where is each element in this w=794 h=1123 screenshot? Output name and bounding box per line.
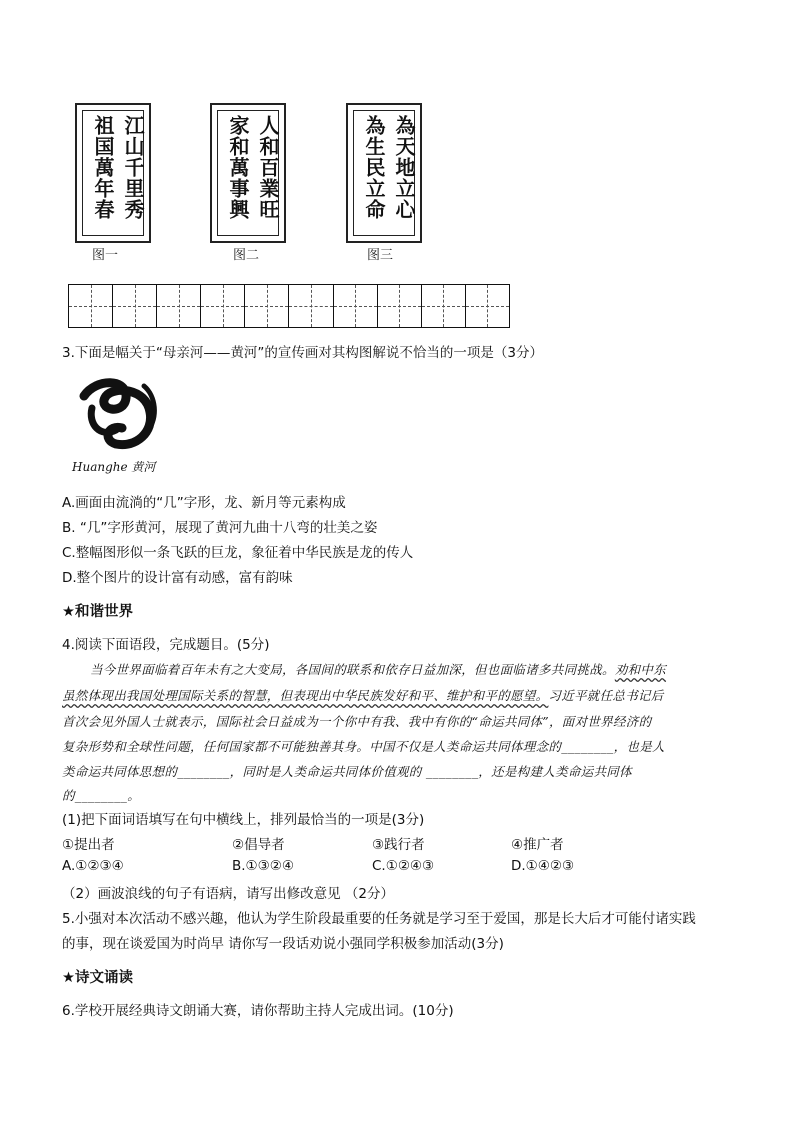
q5-line-2: 的事，现在谈爱国为时尚早 请你写一段话劝说小强同学积极参加活动(3分) [62, 936, 504, 952]
fig3-right-column: 為天地立心 [392, 115, 416, 220]
q3-stem: 3.下面是幅关于“母亲河——黄河”的宣传画对其构图解说不恰当的一项是（3分） [62, 345, 543, 361]
q6-stem: 6.学校开展经典诗文朗诵大赛，请你帮助主持人完成出词。(10分) [62, 1003, 454, 1019]
word-3: ③践行者 [372, 837, 425, 853]
section-title-poetry-recitation: ★诗文诵读 [62, 970, 133, 986]
grid-cell[interactable] [201, 285, 245, 327]
fig1-right-column: 江山千里秀 [121, 115, 145, 220]
word-1: ①提出者 [62, 837, 115, 853]
fig3-caption: 图三 [367, 248, 394, 263]
calligraphy-figure-3 [346, 103, 422, 243]
word-2: ②倡导者 [232, 837, 285, 853]
grid-cell[interactable] [289, 285, 333, 327]
word-4: ④推广者 [511, 837, 564, 853]
fig2-right-column: 人和百業旺 [256, 115, 280, 220]
q4-passage-line-1 [90, 660, 666, 678]
q4-stem: 4.阅读下面语段，完成题目。(5分) [62, 637, 270, 653]
q3-option-c: C.整幅图形似一条飞跃的巨龙，象征着中华民族是龙的传人 [62, 545, 414, 561]
grid-cell[interactable] [245, 285, 289, 327]
q3-option-d: D.整个图片的设计富有动感，富有韵味 [62, 570, 293, 586]
wavy-underlined-sentence: 虽然体现出我国处理国际关系的智慧，但表现出中华民族发好和平、维护和平的愿望。 [62, 688, 549, 703]
q4-passage-line-3: 首次会见外国人士就表示，国际社会日益成为一个你中有我、我中有你的“命运共同体”，面对世界经济的 [62, 714, 652, 729]
q4-passage-line-4: 复杂形势和全球性问题，任何国家都不可能独善其身。中国不仅是人类命运共同体理念的________，也是人 [62, 739, 665, 754]
wavy-underlined-sentence: 劝和中东 [614, 662, 667, 677]
logo-caption: Huanghe 黄河 [72, 460, 156, 474]
grid-cell[interactable] [378, 285, 422, 327]
calligraphy-figure-2 [210, 103, 286, 243]
huanghe-logo [66, 366, 176, 476]
choice-b: B.①③②④ [232, 858, 294, 874]
q4-passage-line-6: 的________。 [62, 788, 140, 803]
calligraphy-figure-1 [75, 103, 151, 243]
fig3-left-column: 為生民立命 [362, 115, 386, 220]
passage-sentence: 当今世界面临着百年未有之大变局，各国间的联系和依存日益加深，但也面临诸多共同挑战。 [90, 662, 615, 677]
grid-cell[interactable] [113, 285, 157, 327]
grid-cell[interactable] [157, 285, 201, 327]
choice-a: A.①②③④ [62, 858, 124, 874]
writing-grid[interactable] [68, 284, 510, 328]
choice-d: D.①④②③ [511, 858, 575, 874]
q4-sub1: (1)把下面词语填写在句中横线上，排列最恰当的一项是(3分) [62, 812, 425, 828]
grid-cell[interactable] [334, 285, 378, 327]
q4-passage-line-2 [62, 686, 664, 704]
choice-c: C.①②④③ [372, 858, 435, 874]
grid-cell[interactable] [422, 285, 466, 327]
fig1-caption: 图一 [92, 248, 119, 263]
q3-option-b: B. “几”字形黄河，展现了黄河九曲十八弯的壮美之姿 [62, 520, 378, 536]
grid-cell[interactable] [466, 285, 509, 327]
q3-option-a: A.画面由流淌的“几”字形，龙、新月等元素构成 [62, 495, 346, 511]
q4-passage-line-5: 类命运共同体思想的________，同时是人类命运共同体价值观的 ________，还是构建人类命运共同体 [62, 764, 632, 779]
fig2-caption: 图二 [233, 248, 260, 263]
q5-line-1: 5.小强对本次活动不感兴趣，他认为学生阶段最重要的任务就是学习至于爱国，那是长大后才可能付诸实践 [62, 911, 696, 927]
q4-sub2: （2）画波浪线的句子有语病，请写出修改意见 （2分） [62, 886, 394, 902]
fig1-left-column: 祖国萬年春 [91, 115, 115, 220]
fig2-left-column: 家和萬事興 [226, 115, 250, 220]
grid-cell[interactable] [69, 285, 113, 327]
section-title-harmonious-world: ★和谐世界 [62, 604, 133, 620]
passage-sentence: 习近平就任总书记后 [548, 688, 664, 703]
